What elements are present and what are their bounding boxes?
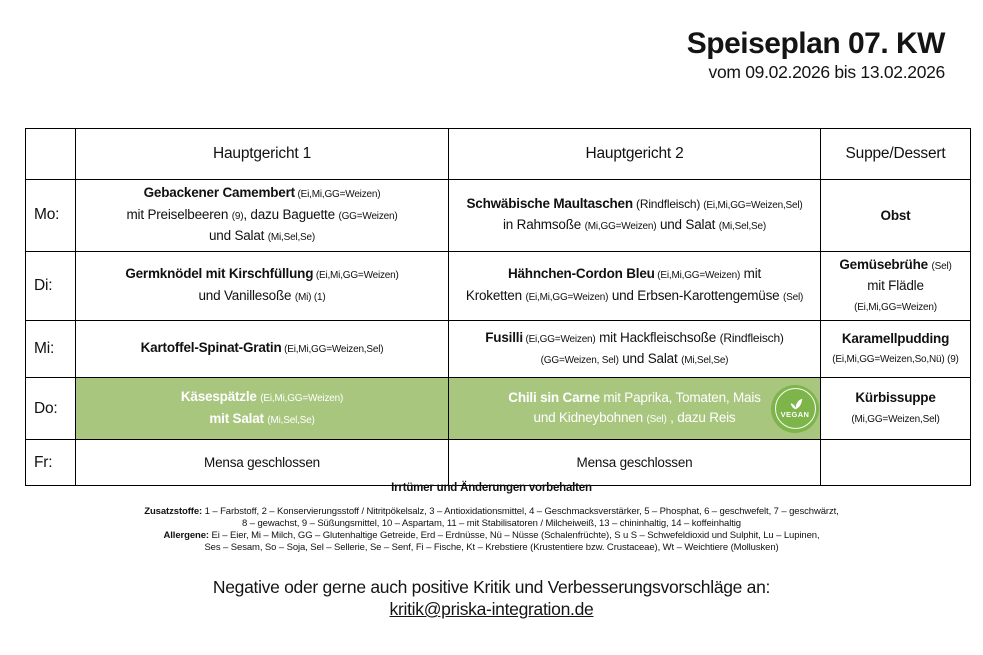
header-hauptgericht-1: Hauptgericht 1 bbox=[76, 129, 449, 180]
zusatzstoffe-line1: 1 – Farbstoff, 2 – Konservierungsstoff / Nitritpökelsalz, 3 – Antioxidationsmittel, 4 – Geschmacksverstärker, 5 – Phosphat, 6 – geschwefelt, 7 – geschwärzt, bbox=[202, 506, 839, 517]
menu-cell bbox=[449, 378, 821, 440]
menu-cell bbox=[449, 180, 821, 252]
allergene-label: Allergene: bbox=[163, 530, 209, 541]
header-day-column bbox=[26, 129, 76, 180]
dish-text-line: Fusilli (Ei,GG=Weizen) mit Hackfleischsoße (Rindfleisch) bbox=[485, 329, 784, 345]
vegan-badge-label: VEGAN bbox=[780, 410, 810, 419]
menu-cell bbox=[76, 180, 449, 252]
kritik-text: Negative oder gerne auch positive Kritik und Verbesserungsvorschläge an: bbox=[212, 577, 771, 597]
menu-cell bbox=[449, 321, 821, 378]
dish-text-line: Mensa geschlossen bbox=[576, 454, 693, 470]
vegan-badge bbox=[771, 385, 819, 433]
table-row bbox=[26, 321, 971, 378]
menu-cell bbox=[76, 251, 449, 321]
header-hauptgericht-2: Hauptgericht 2 bbox=[449, 129, 821, 180]
disclaimer-text: Irrtümer und Änderungen vorbehalten bbox=[391, 482, 592, 494]
day-label: Mo: bbox=[26, 180, 76, 252]
menu-table-body bbox=[26, 180, 971, 486]
vegan-badge-ring bbox=[775, 388, 816, 429]
dish-text-line: Käsespätzle (Ei,Mi,GG=Weizen) bbox=[180, 389, 344, 404]
dish-text-line: mit Flädle bbox=[867, 278, 924, 293]
dish-text-line: Hähnchen-Cordon Bleu (Ei,Mi,GG=Weizen) mit bbox=[507, 266, 762, 282]
menu-cell bbox=[821, 251, 971, 321]
dish-text-line: mit Salat (Mi,Sel,Se) bbox=[209, 410, 315, 426]
zusatzstoffe-label: Zusatzstoffe: bbox=[144, 506, 203, 517]
dish-text-line: und Kidneybohnen (Sel) , dazu Reis bbox=[533, 409, 736, 425]
menu-cell bbox=[821, 321, 971, 378]
menu-cell bbox=[76, 321, 449, 378]
table-row bbox=[26, 440, 971, 486]
dish-text-line: Kroketten (Ei,Mi,GG=Weizen) und Erbsen-Karottengemüse (Sel) bbox=[465, 287, 804, 303]
header-suppe-dessert: Suppe/Dessert bbox=[821, 129, 971, 180]
day-label: Fr: bbox=[26, 440, 76, 486]
menu-cell bbox=[76, 378, 449, 440]
dish-text-line: (GG=Weizen, Sel) und Salat (Mi,Sel,Se) bbox=[540, 351, 729, 366]
day-label: Di: bbox=[26, 251, 76, 321]
menu-cell bbox=[821, 440, 971, 486]
dish-text-line: Obst bbox=[880, 207, 911, 223]
menu-cell bbox=[449, 440, 821, 486]
dish-text-line: und Salat (Mi,Sel,Se) bbox=[208, 228, 316, 243]
table-row bbox=[26, 378, 971, 440]
kritik-email-link[interactable]: kritik@priska-integration.de bbox=[389, 599, 594, 619]
dish-text-line: in Rahmsoße (Mi,GG=Weizen) und Salat (Mi,Sel,Se) bbox=[502, 217, 767, 233]
dish-text-line: Kürbissuppe bbox=[855, 390, 936, 405]
zusatzstoffe-line2: 8 – gewachst, 9 – Süßungsmittel, 10 – Aspartam, 11 – mit Stabilisatoren / Milcheiweiß, 13 – chininhaltig, 14 – koffeinhaltig bbox=[242, 517, 741, 529]
dish-text-line: Germknödel mit Kirschfüllung (Ei,Mi,GG=Weizen) bbox=[125, 266, 399, 282]
dish-text-line: und Vanillesoße (Mi) (1) bbox=[198, 287, 326, 303]
allergene-line1: Ei – Eier, Mi – Milch, GG – Glutenhaltige Getreide, Erd – Erdnüsse, Nü – Nüsse (Schalenfrüchte), S u S – Schwefeldioxid und Sulphit, Lu – Lupinen, bbox=[208, 530, 820, 541]
menu-table bbox=[25, 128, 971, 486]
table-row bbox=[26, 251, 971, 321]
dish-text-line: Mensa geschlossen bbox=[204, 454, 320, 470]
dish-text-line: mit Preiselbeeren (9), dazu Baguette (GG=Weizen) bbox=[126, 206, 398, 222]
menu-cell bbox=[821, 378, 971, 440]
dish-text-line: (Ei,Mi,GG=Weizen,So,Nü) (9) bbox=[832, 354, 959, 365]
page-title: Speiseplan 07. KW bbox=[686, 27, 945, 60]
allergene-line2: Ses – Sesam, So – Soja, Sel – Sellerie, Se – Senf, Fi – Fische, Kt – Krebstiere (Krustentiere bzw. Crustaceae), Wt – Weichtiere (Mollusken) bbox=[204, 541, 779, 553]
table-header-row bbox=[26, 129, 971, 180]
dish-text-line: Schwäbische Maultaschen (Rindfleisch) (Ei,Mi,GG=Weizen,Sel) bbox=[466, 195, 803, 211]
allergene-note bbox=[0, 530, 983, 553]
table-row bbox=[26, 180, 971, 252]
dish-text-line: Karamellpudding bbox=[841, 330, 950, 346]
dish-text-line: (Mi,GG=Weizen,Sel) bbox=[851, 413, 940, 425]
zusatzstoffe-note bbox=[0, 506, 983, 529]
menu-cell bbox=[821, 180, 971, 252]
title-block bbox=[687, 27, 945, 83]
dish-text-line: Chili sin Carne mit Paprika, Tomaten, Mais bbox=[508, 390, 761, 405]
menu-cell bbox=[449, 251, 821, 321]
dish-text-line: Gemüsebrühe (Sel) bbox=[839, 256, 952, 272]
page-subtitle: vom 09.02.2026 bis 13.02.2026 bbox=[708, 62, 945, 82]
dish-text-line: Kartoffel-Spinat-Gratin (Ei,Mi,GG=Weizen,Sel) bbox=[140, 340, 384, 356]
menu-cell bbox=[76, 440, 449, 486]
dish-text-line: (Ei,Mi,GG=Weizen) bbox=[854, 301, 937, 313]
dish-text-line: Gebackener Camembert (Ei,Mi,GG=Weizen) bbox=[143, 185, 381, 200]
day-label: Mi: bbox=[26, 321, 76, 378]
day-label: Do: bbox=[26, 378, 76, 440]
